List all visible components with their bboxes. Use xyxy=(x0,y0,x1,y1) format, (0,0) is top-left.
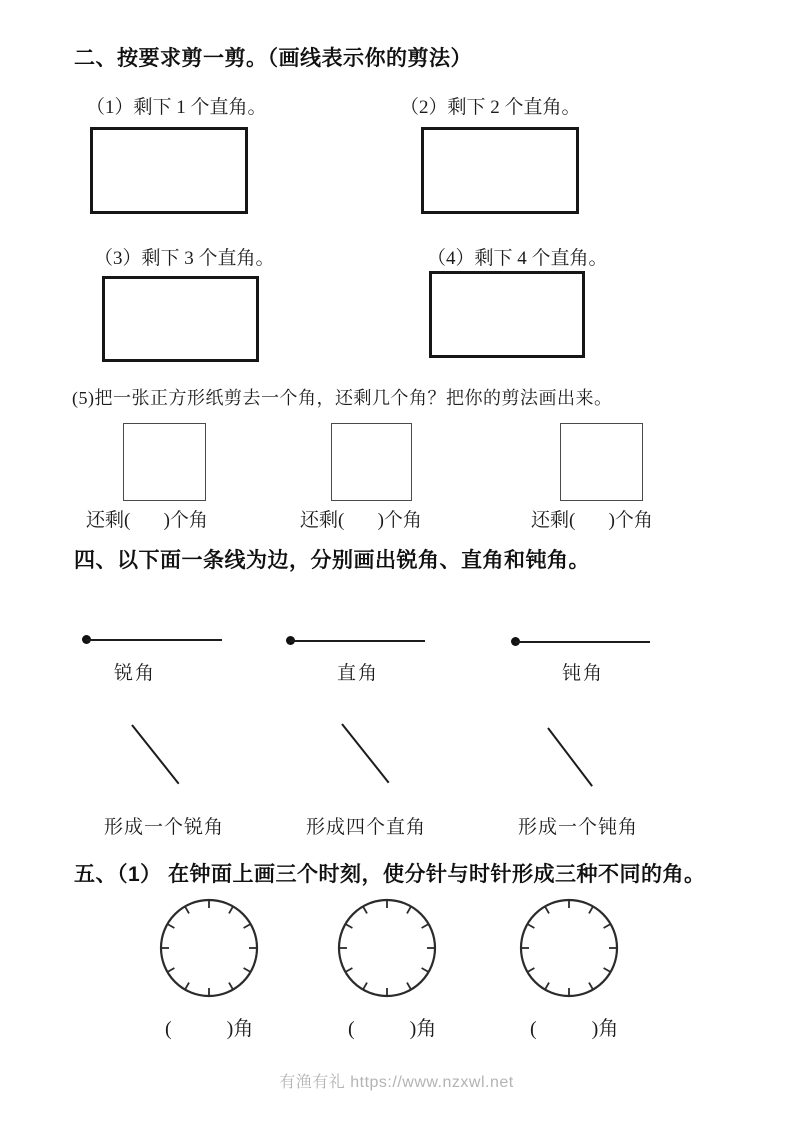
clock-face-2 xyxy=(335,896,439,1000)
cut-rectangle-4 xyxy=(429,271,585,358)
ray-line-2 xyxy=(290,640,425,642)
question-1-label: （1）剩下 1 个直角。 xyxy=(86,97,267,118)
question-5-label: (5)把一张正方形纸剪去一个角，还剩几个角？把你的剪法画出来。 xyxy=(72,388,613,408)
section-angles-heading: 四、以下面一条线为边，分别画出锐角、直角和钝角。 xyxy=(74,549,590,572)
diagonal-line-1 xyxy=(131,724,179,784)
clock-angle-answer-3: ( )角 xyxy=(530,1018,619,1040)
question-4-label: （4）剩下 4 个直角。 xyxy=(427,248,608,269)
remaining-angles-label-2: 还剩( )个角 xyxy=(300,510,422,531)
obtuse-angle-label: 钝角 xyxy=(562,663,605,684)
answer-square-1 xyxy=(123,423,206,501)
clock-angle-answer-1: ( )角 xyxy=(165,1018,254,1040)
question-2-label: （2）剩下 2 个直角。 xyxy=(400,97,581,118)
right-angle-label: 直角 xyxy=(337,663,380,684)
cut-rectangle-2 xyxy=(421,127,579,214)
ray-line-1 xyxy=(86,639,222,641)
formed-right-label: 形成四个直角 xyxy=(306,817,427,838)
section-cut-heading: 二、按要求剪一剪。（画线表示你的剪法） xyxy=(74,47,472,70)
clock-angle-answer-2: ( )角 xyxy=(348,1018,437,1040)
acute-angle-label: 锐角 xyxy=(114,663,157,684)
formed-obtuse-label: 形成一个钝角 xyxy=(518,817,639,838)
remaining-angles-label-1: 还剩( )个角 xyxy=(86,510,208,531)
clock-face-1 xyxy=(157,896,261,1000)
cut-rectangle-1 xyxy=(90,127,248,214)
remaining-angles-label-3: 还剩( )个角 xyxy=(531,510,653,531)
section-clock-heading: 五、（1） 在钟面上画三个时刻，使分针与时针形成三种不同的角。 xyxy=(74,863,706,886)
formed-acute-label: 形成一个锐角 xyxy=(104,817,225,838)
clock-face-3 xyxy=(517,896,621,1000)
answer-square-2 xyxy=(331,423,412,501)
cut-rectangle-3 xyxy=(102,276,259,362)
ray-line-3 xyxy=(515,641,650,643)
question-3-label: （3）剩下 3 个直角。 xyxy=(94,248,275,269)
diagonal-line-3 xyxy=(547,727,593,786)
diagonal-line-2 xyxy=(341,723,389,783)
watermark-footer: 有渔有礼 https://www.nzxwl.net xyxy=(279,1074,514,1091)
answer-square-3 xyxy=(560,423,643,501)
